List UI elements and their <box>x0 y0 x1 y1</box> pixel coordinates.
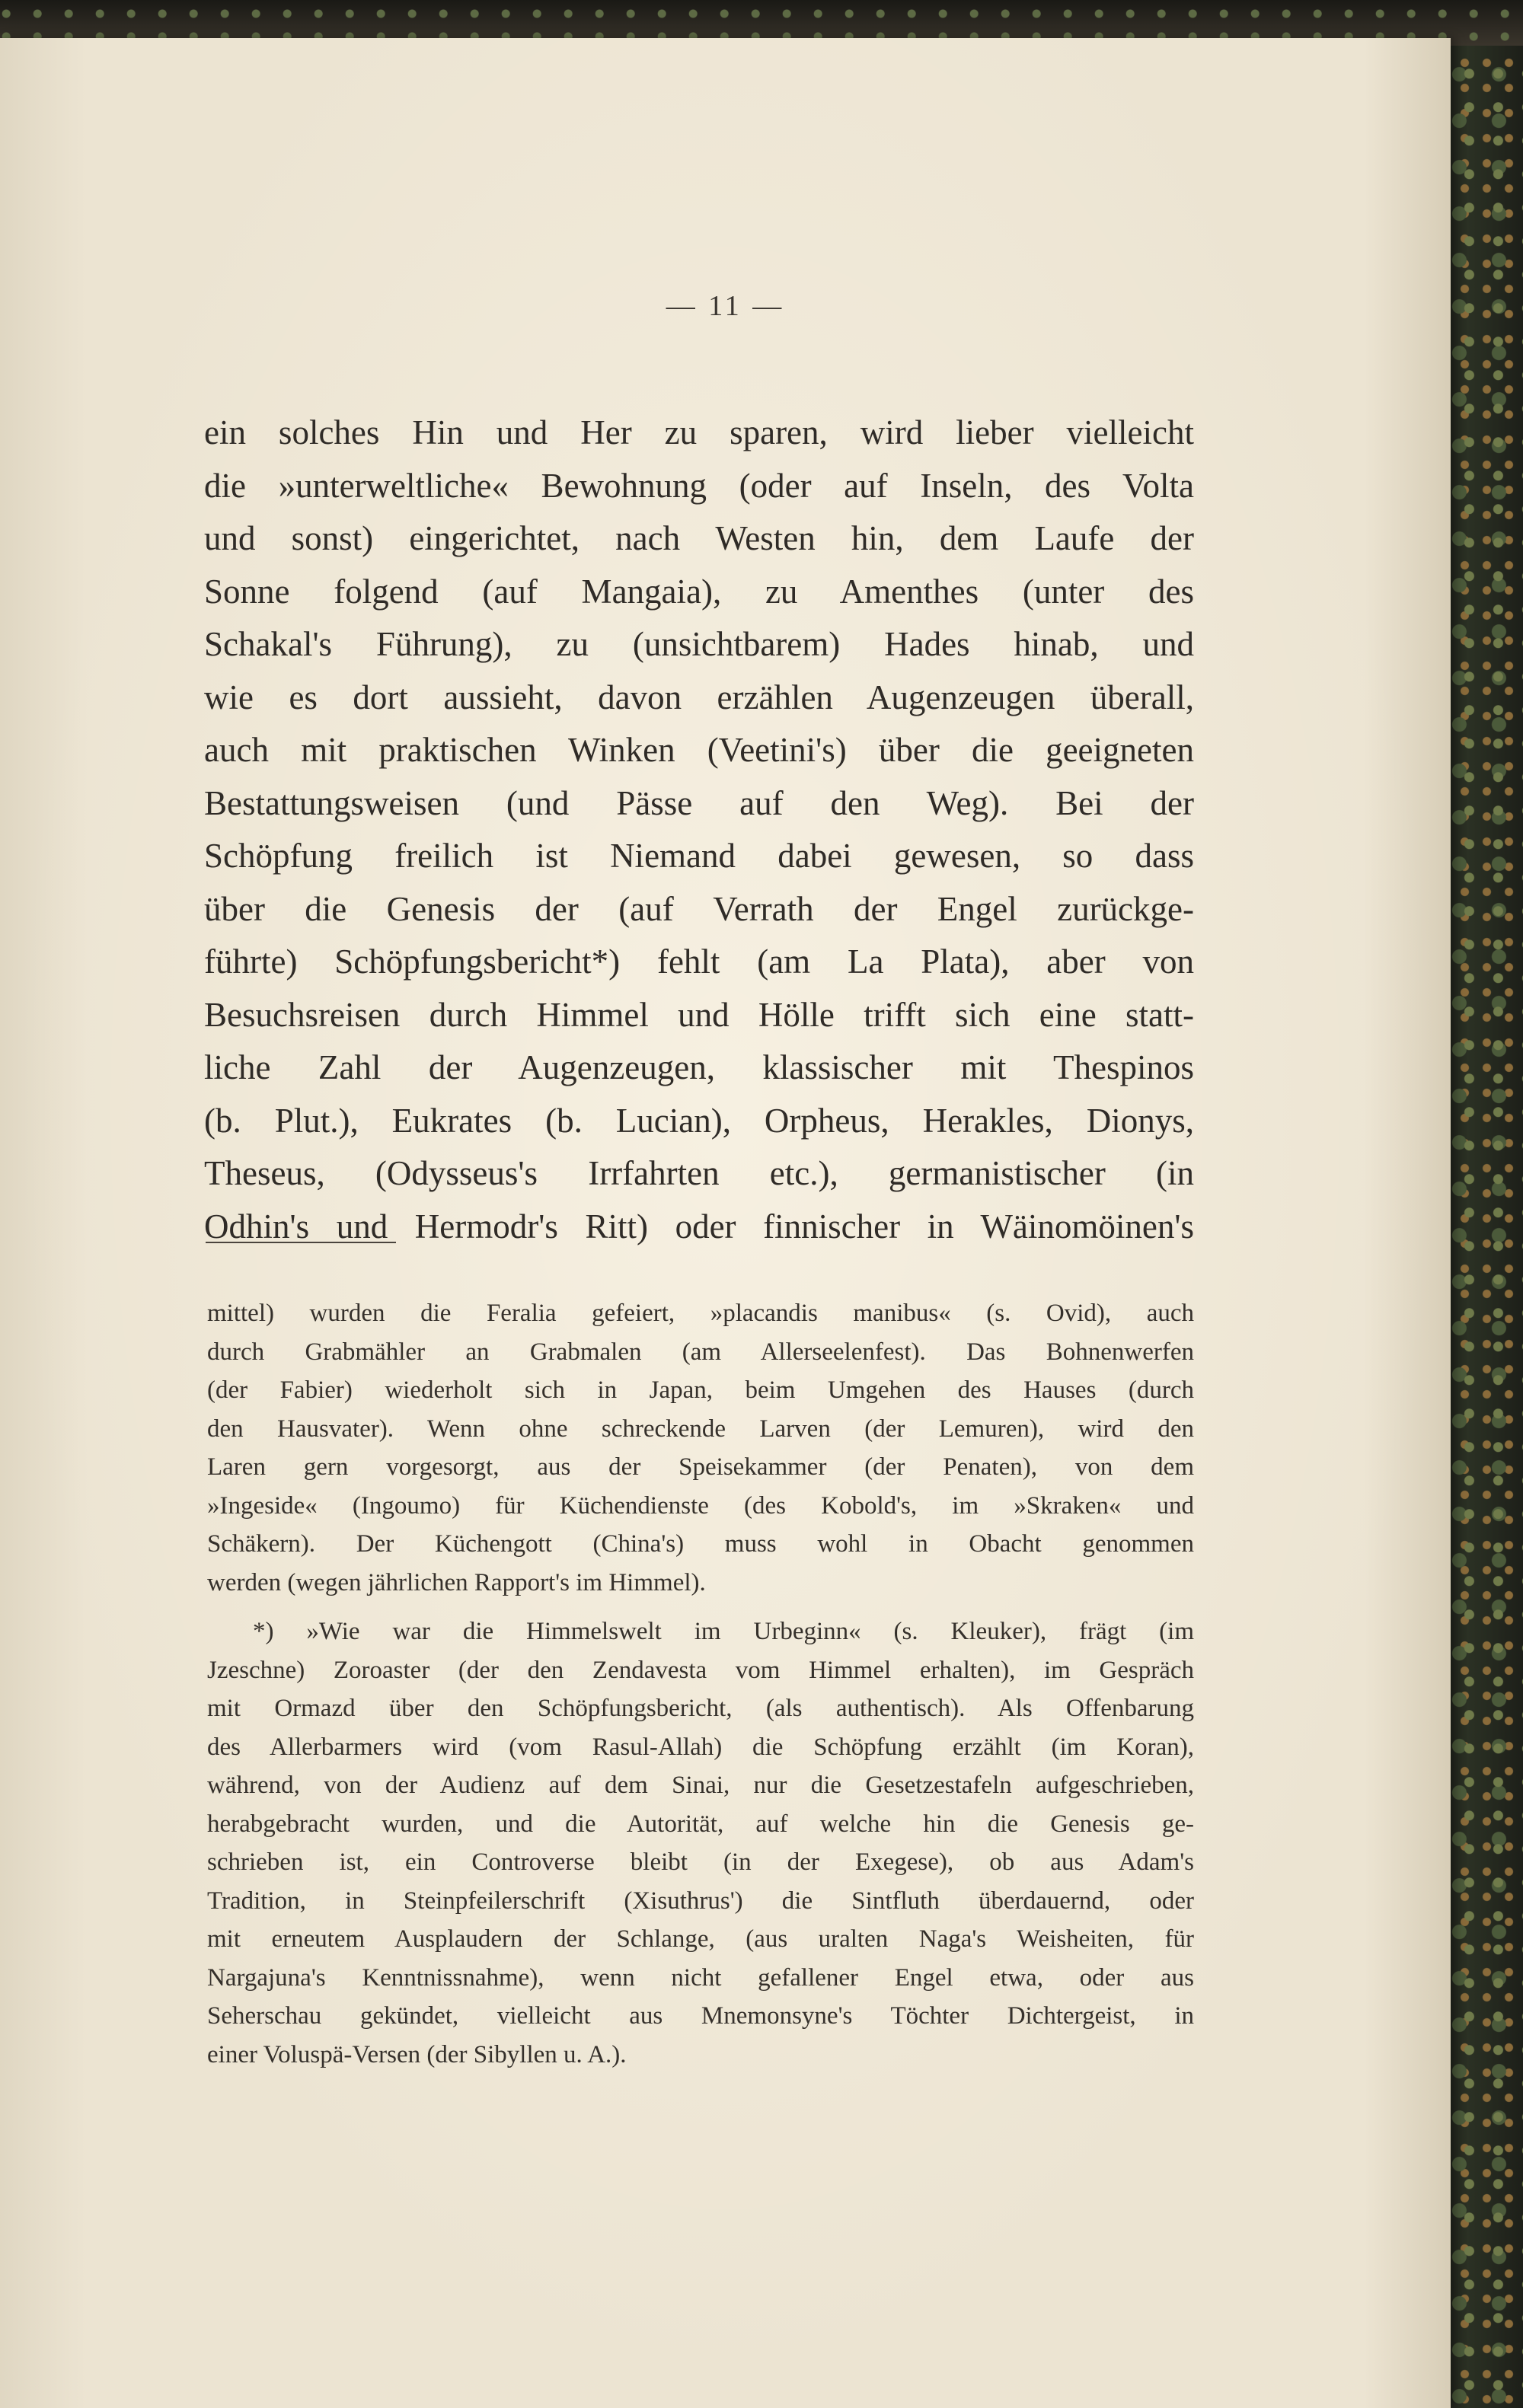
footnote-line: herabgebracht wurden, und die Autorität, auf welche hin die Genesis ge- <box>207 1810 1194 1838</box>
footnote-line: Tradition, in Steinpfeilerschrift (Xisuthrus') die Sintfluth überdauernd, oder <box>207 1887 1194 1915</box>
text-line: und sonst) eingerichtet, nach Westen hin, dem Laufe der <box>204 519 1194 557</box>
footnote-line: mit erneutem Ausplaudern der Schlange, (aus uralten Naga's Weisheiten, für <box>207 1925 1194 1953</box>
text-line: Schöpfung freilich ist Niemand dabei gewesen, so dass <box>204 837 1194 875</box>
text-line: die »unterweltliche« Bewohnung (oder auf Inseln, des Volta <box>204 466 1194 505</box>
footnote-line: mittel) wurden die Feralia gefeiert, »placandis manibus« (s. Ovid), auch <box>207 1300 1194 1327</box>
footnote-line: durch Grabmähler an Grabmalen (am Allerseelenfest). Das Bohnenwerfen <box>207 1338 1194 1366</box>
footnote-line: schrieben ist, ein Controverse bleibt (in der Exegese), ob aus Adam's <box>207 1848 1194 1876</box>
page-number: — 11 — <box>666 290 785 322</box>
text-line: Bestattungsweisen (und Pässe auf den Weg). Bei der <box>204 783 1194 822</box>
footnote-line: Nargajuna's Kenntnissnahme), wenn nicht gefallener Engel etwa, oder aus <box>207 1963 1194 1992</box>
footnote-line: des Allerbarmers wird (vom Rasul-Allah) die Schöpfung erzählt (im Koran), <box>207 1733 1194 1761</box>
text-line: Schakal's Führung), zu (unsichtbarem) Hades hinab, und <box>204 625 1194 663</box>
footnote-line: werden (wegen jährlichen Rapport's im Himmel). <box>207 1568 706 1596</box>
footnote-line: Laren gern vorgesorgt, aus der Speisekammer (der Penaten), von dem <box>207 1453 1194 1481</box>
footnote-line: *) »Wie war die Himmelswelt im Urbeginn« (s. Kleuker), frägt (im <box>253 1618 1194 1645</box>
text-line: führte) Schöpfungsbericht*) fehlt (am La Plata), aber von <box>204 942 1194 981</box>
footnote-line: »Ingeside« (Ingoumo) für Küchendienste (des Kobold's, im »Skraken« und <box>207 1491 1194 1520</box>
footnote-line: mit Ormazd über den Schöpfungsbericht, (als authentisch). Als Offenbarung <box>207 1695 1194 1722</box>
footnote-line: Seherschau gekündet, vielleicht aus Mnemonsyne's Töchter Dichtergeist, in <box>207 2002 1194 2030</box>
footnote-line: Schäkern). Der Küchengott (China's) muss wohl in Obacht genommen <box>207 1530 1194 1558</box>
footnote-line: (der Fabier) wiederholt sich in Japan, beim Umgehen des Hauses (durch <box>207 1376 1194 1404</box>
footnote-line: einer Voluspä-Versen (der Sibyllen u. A.). <box>207 2040 627 2068</box>
footnotes <box>207 1294 1194 2074</box>
book-page <box>0 38 1451 2408</box>
text-line: (b. Plut.), Eukrates (b. Lucian), Orpheus, Herakles, Dionys, <box>204 1101 1194 1140</box>
text-line: Odhin's und Hermodr's Ritt) oder finnischer in Wäinomöinen's <box>204 1207 1194 1245</box>
footnote-line: den Hausvater). Wenn ohne schreckende Larven (der Lemuren), wird den <box>207 1415 1194 1443</box>
main-text-body <box>204 407 1194 1253</box>
text-line: Sonne folgend (auf Mangaia), zu Amenthes (unter des <box>204 572 1194 611</box>
text-line: über die Genesis der (auf Verrath der Engel zurückge- <box>204 889 1194 928</box>
footnote-line: während, von der Audienz auf dem Sinai, nur die Gesetzestafeln aufgeschrieben, <box>207 1772 1194 1799</box>
text-line: liche Zahl der Augenzeugen, klassischer mit Thespinos <box>204 1048 1194 1086</box>
text-line: ein solches Hin und Her zu sparen, wird lieber vielleicht <box>204 413 1194 451</box>
text-line: wie es dort aussieht, davon erzählen Augenzeugen überall, <box>204 678 1194 716</box>
text-line: Theseus, (Odysseus's Irrfahrten etc.), germanistischer (in <box>204 1154 1194 1192</box>
text-line: Besuchsreisen durch Himmel und Hölle trifft sich eine statt- <box>204 995 1194 1034</box>
footnote-line: Jzeschne) Zoroaster (der den Zendavesta vom Himmel erhalten), im Gespräch <box>207 1656 1194 1684</box>
footnote-gap <box>207 1602 1194 1612</box>
footnote-separator <box>206 1242 396 1243</box>
text-line: auch mit praktischen Winken (Veetini's) über die geeigneten <box>204 731 1194 769</box>
